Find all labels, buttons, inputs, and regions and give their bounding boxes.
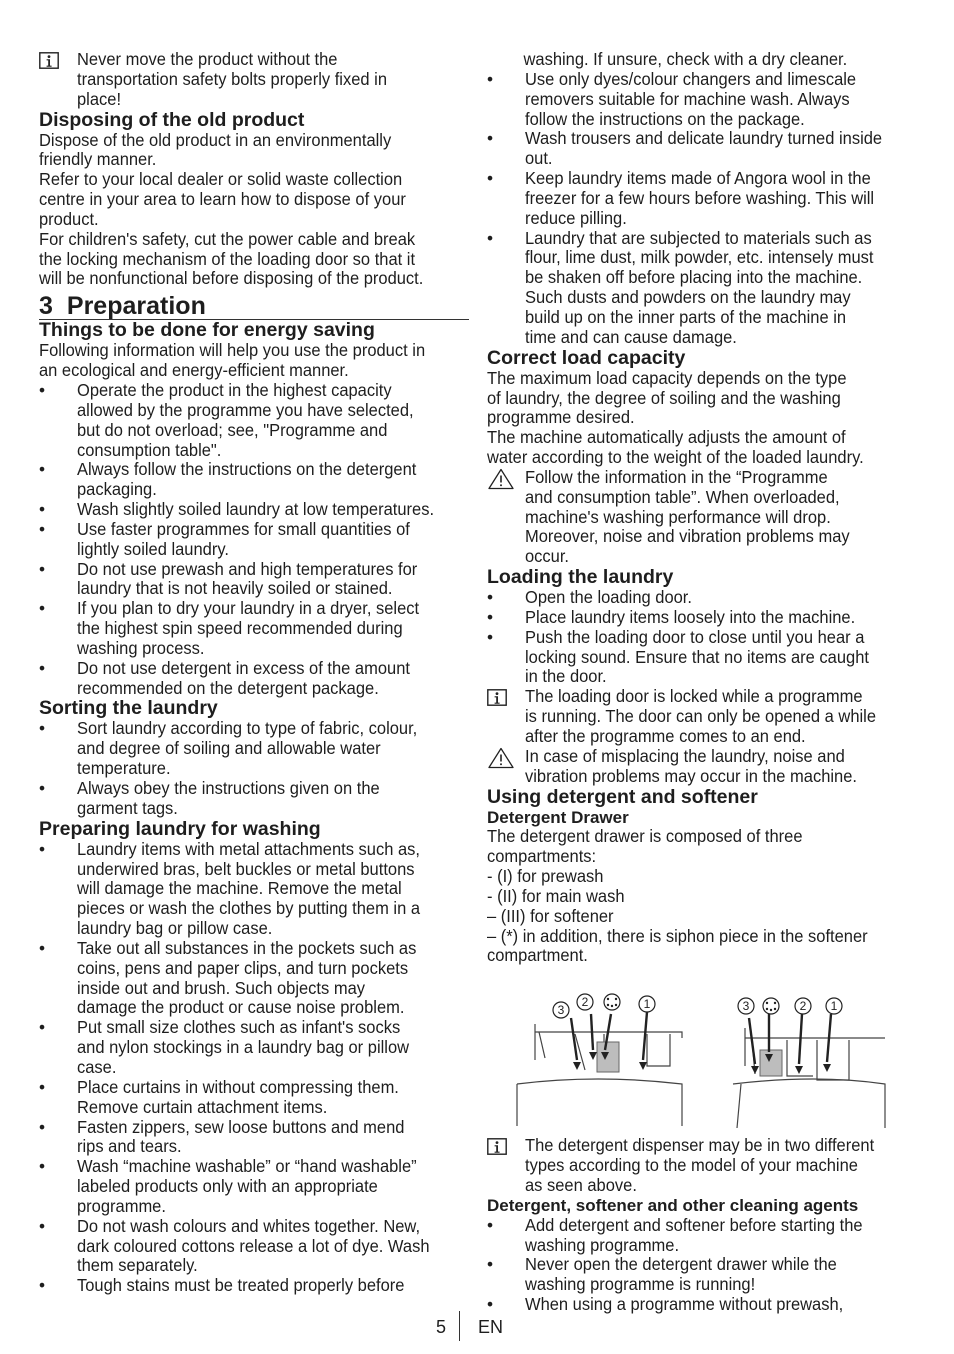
text-line: The machine automatically adjusts the amount of <box>487 427 846 448</box>
list-item <box>39 381 469 460</box>
text-line: Use only dyes/colour changers and limescale <box>525 68 857 89</box>
text-line: - (I) for prewash <box>487 866 604 887</box>
heading-load-capacity: Correct load capacity <box>487 346 686 369</box>
energy-list <box>39 381 469 699</box>
text-line: If you plan to dry your laundry in a dryer, select <box>77 598 420 619</box>
text-line: Add detergent and softener before starting the <box>525 1214 863 1235</box>
text-line: – (*) in addition, there is siphon piece in the softener <box>487 925 868 946</box>
text-line: Wash “machine washable” or “hand washable” <box>77 1156 417 1177</box>
section-number: 3 <box>39 292 53 321</box>
text-line: water according to the weight of the loaded laundry. <box>487 447 864 468</box>
text-line: in the door. <box>525 666 607 687</box>
text-line: is running. The door can only be opened a while <box>525 706 877 727</box>
text-line: laundry that is not heavily soiled or stained. <box>77 578 393 599</box>
text-line: Laundry that are subjected to materials such as <box>525 227 872 248</box>
bullet: • <box>39 1156 46 1177</box>
text-line: an ecological and energy-efficient manner. <box>39 360 349 381</box>
text-line: compartment. <box>487 945 588 966</box>
text-line: of laundry, the degree of soiling and the washing <box>487 387 841 408</box>
bullet: • <box>487 606 494 627</box>
list-item <box>39 520 469 560</box>
list-item <box>487 129 919 169</box>
warning-icon <box>488 468 514 490</box>
list-item <box>39 779 469 819</box>
list-item <box>487 608 919 628</box>
text-line: as seen above. <box>525 1174 637 1195</box>
drawer-a-label-1: 1 <box>643 997 651 1012</box>
bullet: • <box>39 558 46 579</box>
text-line: the highest spin speed recommended during <box>77 618 403 639</box>
info-icon <box>487 689 507 706</box>
text-line: Put small size clothes such as infant's socks <box>77 1017 401 1038</box>
text-line: The detergent drawer is composed of three <box>487 826 803 847</box>
text-line: Place curtains in without compressing them. <box>77 1076 399 1097</box>
text-line: types according to the model of your machine <box>525 1155 858 1176</box>
text-line: laundry bag or pillow case. <box>77 918 273 939</box>
warning-overload <box>487 468 919 567</box>
text-line: Always follow the instructions on the detergent <box>77 459 417 480</box>
text-line: Laundry items with metal attachments such as, <box>77 838 420 859</box>
list-item <box>487 70 919 130</box>
text-line: Dispose of the old product in an environmentally <box>39 129 392 150</box>
info-dispenser-types <box>487 1136 919 1196</box>
text-line: place! <box>77 88 122 109</box>
text-line: Keep laundry items made of Angora wool in the <box>525 168 871 189</box>
text-line: Take out all substances in the pockets such as <box>77 937 417 958</box>
list-item <box>39 560 469 600</box>
left-column <box>39 50 469 1296</box>
text-line: Wash slightly soiled laundry at low temperatures. <box>77 499 435 520</box>
bullet: • <box>487 587 494 608</box>
text-line: Wash trousers and delicate laundry turned inside <box>525 128 883 149</box>
text-line: machine's washing performance will drop. <box>525 506 831 527</box>
text-line: removers suitable for machine wash. Always <box>525 88 850 109</box>
list-item <box>39 460 469 500</box>
text-line: labeled products only with an appropriate <box>77 1176 378 1197</box>
text-line: washing programme. <box>525 1234 680 1255</box>
text-line: transportation safety bolts properly fixed in <box>77 68 388 89</box>
text-line: Never move the product without the <box>77 49 338 69</box>
text-line: programme. <box>77 1195 166 1216</box>
text-line: temperature. <box>77 758 171 779</box>
list-item <box>487 628 919 688</box>
text-line: Refer to your local dealer or solid waste collection <box>39 169 403 190</box>
care-list <box>487 70 919 348</box>
detergent-drawer-figure <box>487 966 919 1136</box>
list-item <box>39 1276 469 1296</box>
text-line: For children's safety, cut the power cable and break <box>39 228 416 249</box>
footer-divider <box>459 1311 460 1341</box>
disposing-text <box>39 131 469 290</box>
drawer-b-label-1: 1 <box>830 999 838 1014</box>
text-line: washing process. <box>77 637 205 658</box>
text-line: dark coloured cottons release a lot of dye. Wash <box>77 1235 430 1256</box>
text-line: time and can cause damage. <box>525 326 737 347</box>
info-text <box>525 687 919 747</box>
info-text <box>525 1136 919 1196</box>
list-item <box>487 1255 919 1295</box>
list-item <box>39 1118 469 1158</box>
text-line: and consumption table”. When overloaded, <box>525 486 840 507</box>
heading-sorting: Sorting the laundry <box>39 697 218 720</box>
section-title <box>39 289 469 320</box>
bullet: • <box>39 657 46 678</box>
bullet: • <box>487 227 494 248</box>
text-line: build up on the inner parts of the machine in <box>525 306 847 327</box>
text-line: locking sound. Ensure that no items are caught <box>525 646 869 667</box>
list-item <box>39 599 469 659</box>
text-line: centre in your area to learn how to dispose of your <box>39 189 406 210</box>
subheading-drawer: Detergent Drawer <box>487 807 629 827</box>
list-item <box>39 500 469 520</box>
warning-misplacing <box>487 747 919 787</box>
list-item <box>39 840 469 939</box>
bullet: • <box>39 1275 46 1296</box>
text-line: - (II) for main wash <box>487 885 625 906</box>
heading-loading: Loading the laundry <box>487 566 674 589</box>
drawer-a-label-2: 2 <box>581 995 589 1010</box>
text-line: coins, pens and paper clips, and turn pockets <box>77 957 409 978</box>
text-line: Operate the product in the highest capacity <box>77 379 392 400</box>
text-line: Place laundry items loosely into the machine. <box>525 606 856 627</box>
text-line: Push the loading door to close until you hear a <box>525 626 865 647</box>
text-line: recommended on the detergent package. <box>77 677 379 698</box>
text-line: washing programme is running! <box>525 1274 756 1295</box>
text-line: but do not overload; see, "Programme and <box>77 419 388 440</box>
language-code: EN <box>478 1317 504 1337</box>
text-line: compartments: <box>487 846 597 867</box>
list-item <box>39 1157 469 1217</box>
text-line: Do not wash colours and whites together. New, <box>77 1215 421 1236</box>
text-line: – (III) for softener <box>487 905 614 926</box>
text-line: vibration problems may occur in the machine. <box>525 765 857 786</box>
warning-text <box>525 468 919 567</box>
bullet: • <box>39 838 46 859</box>
text-line: the locking mechanism of the loading door so that it <box>39 248 416 269</box>
text-line: out. <box>525 148 553 169</box>
text-line: friendly manner. <box>39 149 157 170</box>
bullet: • <box>39 1076 46 1097</box>
list-item <box>487 588 919 608</box>
text-line: Follow the information in the “Programme <box>525 466 828 487</box>
preparing-list <box>39 840 469 1296</box>
subheading-agents: Detergent, softener and other cleaning agents <box>487 1195 859 1215</box>
bullet: • <box>39 937 46 958</box>
text-line: packaging. <box>77 479 157 500</box>
bullet: • <box>39 459 46 480</box>
text-line: Sort laundry according to type of fabric, colour, <box>77 718 418 739</box>
right-column <box>487 50 919 1315</box>
bullet: • <box>39 778 46 798</box>
text-line: will damage the machine. Remove the metal <box>77 878 402 899</box>
bullet: • <box>39 1017 46 1038</box>
text-line: Never open the detergent drawer while the <box>525 1254 837 1275</box>
text-line: will be nonfunctional before disposing of the product. <box>39 268 424 289</box>
bullet: • <box>39 1215 46 1236</box>
text-line: allowed by the programme you have selected, <box>77 399 414 420</box>
bullet: • <box>487 68 494 89</box>
text-line: follow the instructions on the package. <box>525 108 805 129</box>
bullet: • <box>39 518 46 539</box>
warning-icon <box>488 747 514 769</box>
load-text <box>487 369 919 468</box>
bullet: • <box>39 379 46 400</box>
warning-text <box>525 747 919 787</box>
energy-intro <box>39 341 469 381</box>
bullet: • <box>487 1294 494 1315</box>
text-line: and nylon stockings in a laundry bag or pillow <box>77 1037 410 1058</box>
heading-preparing: Preparing laundry for washing <box>39 817 321 840</box>
list-item <box>39 1217 469 1277</box>
list-item <box>39 1018 469 1078</box>
text-line: reduce pilling. <box>525 207 627 228</box>
text-line: freezer for a few hours before washing. This will <box>525 187 875 208</box>
text-line: product. <box>39 208 99 229</box>
loading-list <box>487 588 919 687</box>
list-item <box>39 1078 469 1118</box>
text-line: lightly soiled laundry. <box>77 538 229 559</box>
text-line: garment tags. <box>77 797 178 818</box>
drawer-b-label-2: 2 <box>799 999 807 1014</box>
text-line: When using a programme without prewash, <box>525 1294 844 1315</box>
text-line: case. <box>77 1056 117 1077</box>
text-line: flour, lime dust, milk powder, etc. intensely must <box>525 247 874 268</box>
bullet: • <box>39 1116 46 1137</box>
list-item <box>487 1295 919 1315</box>
drawer-diagram <box>487 966 919 1136</box>
text-line: inside out and brush. Such objects may <box>77 977 366 998</box>
text-line: and degree of soiling and allowable water <box>77 738 381 759</box>
bullet: • <box>487 1254 494 1275</box>
section-title-text: Preparation <box>66 292 206 321</box>
bullet: • <box>487 1214 494 1235</box>
bullet: • <box>487 626 494 647</box>
text-line: be shaken off before placing into the machine. <box>525 267 863 288</box>
list-item <box>39 939 469 1018</box>
info-icon <box>487 1138 507 1155</box>
bullet: • <box>487 168 494 189</box>
info-icon <box>39 52 59 69</box>
text-line: pieces or wash the clothes by putting them in a <box>77 898 421 919</box>
drawer-b-label-3: 3 <box>742 999 750 1014</box>
text-line: programme desired. <box>487 407 635 428</box>
list-item <box>487 169 919 229</box>
text-line: underwired bras, belt buckles or metal buttons <box>77 858 415 879</box>
text-line: Open the loading door. <box>525 587 692 608</box>
heading-detergent: Using detergent and softener <box>487 785 758 808</box>
text-line: The maximum load capacity depends on the type <box>487 367 847 388</box>
list-item <box>487 1216 919 1256</box>
text-line: In case of misplacing the laundry, noise and <box>525 745 845 766</box>
text-line: rips and tears. <box>77 1136 182 1157</box>
text-line: Remove curtain attachment items. <box>77 1096 328 1117</box>
list-item <box>39 719 469 779</box>
text-line: Tough stains must be treated properly before <box>77 1275 405 1296</box>
text-line: Following information will help you use the product in <box>39 340 426 361</box>
bullet: • <box>487 128 494 149</box>
heading-energy-saving: Things to be done for energy saving <box>39 319 375 342</box>
text-line: after the programme comes to an end. <box>525 726 806 746</box>
drawer-a-label-3: 3 <box>557 1003 565 1018</box>
text-line: Use faster programmes for small quantities of <box>77 518 410 539</box>
text-line: consumption table". <box>77 439 222 460</box>
bullet: • <box>39 598 46 619</box>
bullet: • <box>39 718 46 739</box>
drawer-text <box>487 827 919 966</box>
text-line: damage the product or cause noise problem. <box>77 997 405 1018</box>
text-line: Fasten zippers, sew loose buttons and mend <box>77 1116 405 1137</box>
page-number: 5 <box>436 1317 447 1337</box>
text-line: Do not use detergent in excess of the amount <box>77 657 410 678</box>
text-line: Moreover, noise and vibration problems may <box>525 526 850 547</box>
text-line: them separately. <box>77 1255 198 1276</box>
note-text <box>77 50 469 110</box>
heading-disposing: Disposing of the old product <box>39 108 305 131</box>
text-line: The loading door is locked while a programme <box>525 686 863 707</box>
text-line: The detergent dispenser may be in two different <box>525 1135 875 1156</box>
note-transport-bolts <box>39 50 469 110</box>
info-door-locked <box>487 687 919 747</box>
continued-line: washing. If unsure, check with a dry cleaner. <box>523 49 848 69</box>
list-item <box>39 659 469 699</box>
text-line: occur. <box>525 546 570 567</box>
bullet: • <box>39 499 46 520</box>
text-line: Always obey the instructions given on the <box>77 778 380 798</box>
text-line: Such dusts and powders on the laundry may <box>525 287 851 308</box>
list-item <box>487 229 919 348</box>
text-line: Do not use prewash and high temperatures for <box>77 558 418 579</box>
sorting-list <box>39 719 469 818</box>
agents-list <box>487 1216 919 1315</box>
